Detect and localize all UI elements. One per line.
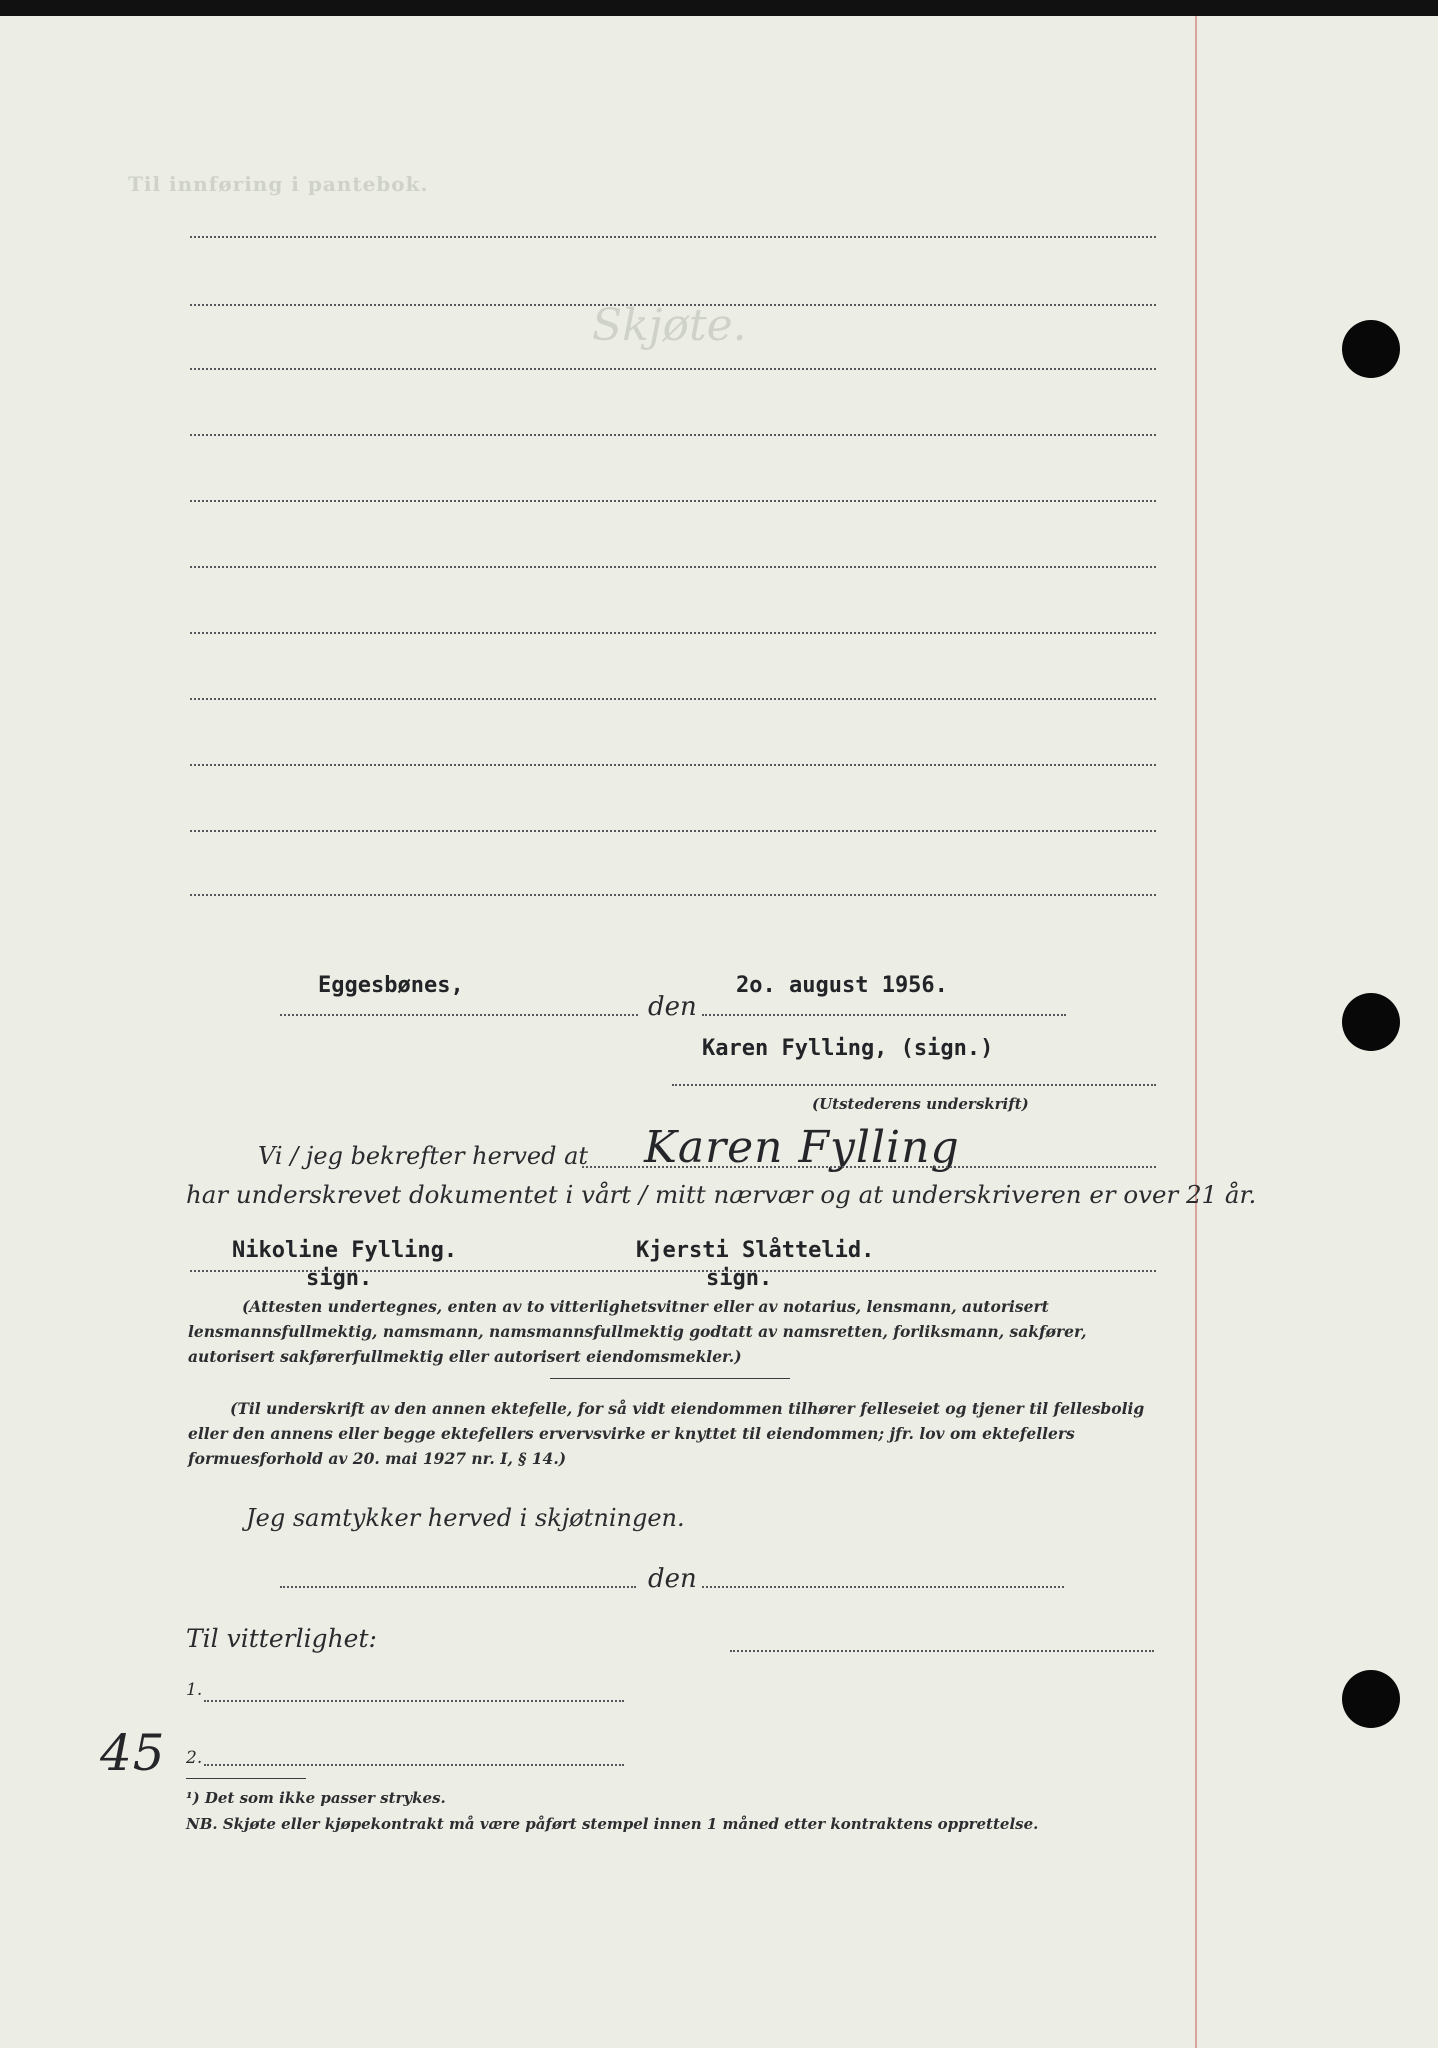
witness-num-2: 2. — [186, 1748, 203, 1768]
issuer-signature-line — [672, 1084, 1156, 1086]
margin-note: 45 — [100, 1724, 166, 1782]
blank-line — [190, 698, 1156, 700]
footnote-1: ¹) Det som ikke passer strykes. — [186, 1789, 446, 1807]
blank-line — [190, 830, 1156, 832]
issuer-signature-typed: Karen Fylling, (sign.) — [702, 1036, 994, 1061]
consent-text: Jeg samtykker herved i skjøtningen. — [246, 1504, 685, 1532]
confirm-text: Vi / jeg bekrefter herved at — [258, 1142, 589, 1170]
blank-line — [190, 236, 1156, 238]
confirm-name-handwritten: Karen Fylling — [644, 1122, 960, 1173]
confirm-text-2: har underskrevet dokumentet i vårt / mitt nærvær og at underskriveren er over 21 år. — [186, 1180, 1257, 1209]
witness-2-sign: sign. — [706, 1266, 773, 1291]
punch-hole-bottom — [1342, 1670, 1400, 1728]
attest-note: (Attesten undertegnes, enten av to vitterlighetsvitner eller av notarius, lensmann, autorisert lensmannsfullmektig, namsmann, namsmannsfullmektig godtatt av namsretten, forliksmann, sakfører, autorisert sakførerfullmektig eller autorisert eiendomsmekler.) — [188, 1297, 1087, 1366]
consent-signature-line — [730, 1650, 1154, 1652]
witness-num-1: 1. — [186, 1680, 203, 1700]
witness-line-2 — [204, 1764, 624, 1766]
witness-heading: Til vitterlighet: — [186, 1624, 377, 1653]
punch-hole-top — [1342, 320, 1400, 378]
den-label-2: den — [648, 1564, 697, 1594]
scan-top-edge — [0, 0, 1438, 16]
blank-line — [190, 632, 1156, 634]
date-value: 2o. august 1956. — [736, 973, 948, 998]
separator-line — [550, 1378, 790, 1379]
blank-line — [190, 500, 1156, 502]
blank-line — [190, 566, 1156, 568]
footnote-rule — [186, 1778, 306, 1779]
blank-line — [190, 368, 1156, 370]
blank-line — [190, 764, 1156, 766]
blank-line — [190, 304, 1156, 306]
blank-line — [190, 894, 1156, 896]
issuer-signature-caption: (Utstederens underskrift) — [812, 1095, 1029, 1113]
footnote-2: NB. Skjøte eller kjøpekontrakt må være påført stempel innen 1 måned etter kontraktens opprettelse. — [186, 1815, 1039, 1833]
date-line — [702, 1014, 1066, 1016]
place-value: Eggesbønes, — [318, 973, 464, 998]
witness-1-sign: sign. — [306, 1266, 373, 1291]
witness-1-name: Nikoline Fylling. — [232, 1238, 458, 1263]
margin-rule — [1195, 16, 1197, 2048]
place-line — [280, 1014, 638, 1016]
consent-place-line — [280, 1586, 636, 1588]
header-faint: Til innføring i pantebok. — [128, 172, 429, 196]
spouse-note: (Til underskrift av den annen ektefelle, for så vidt eiendommen tilhører felleseiet og tjener til fellesbolig eller den annens eller begge ektefellers ervervsvirke er knyttet til eiendommen; jfr. lov om ektefellers formuesforhold av 20. mai 1927 nr. I, § 14.) — [188, 1399, 1145, 1468]
blank-line — [190, 434, 1156, 436]
punch-hole-middle — [1342, 993, 1400, 1051]
witness-2-name: Kjersti Slåttelid. — [636, 1238, 875, 1263]
witness-line-1 — [204, 1700, 624, 1702]
title-faint: Skjøte. — [592, 300, 747, 351]
confirm-name-line — [582, 1166, 1156, 1168]
den-label: den — [648, 992, 697, 1022]
consent-date-line — [702, 1586, 1064, 1588]
